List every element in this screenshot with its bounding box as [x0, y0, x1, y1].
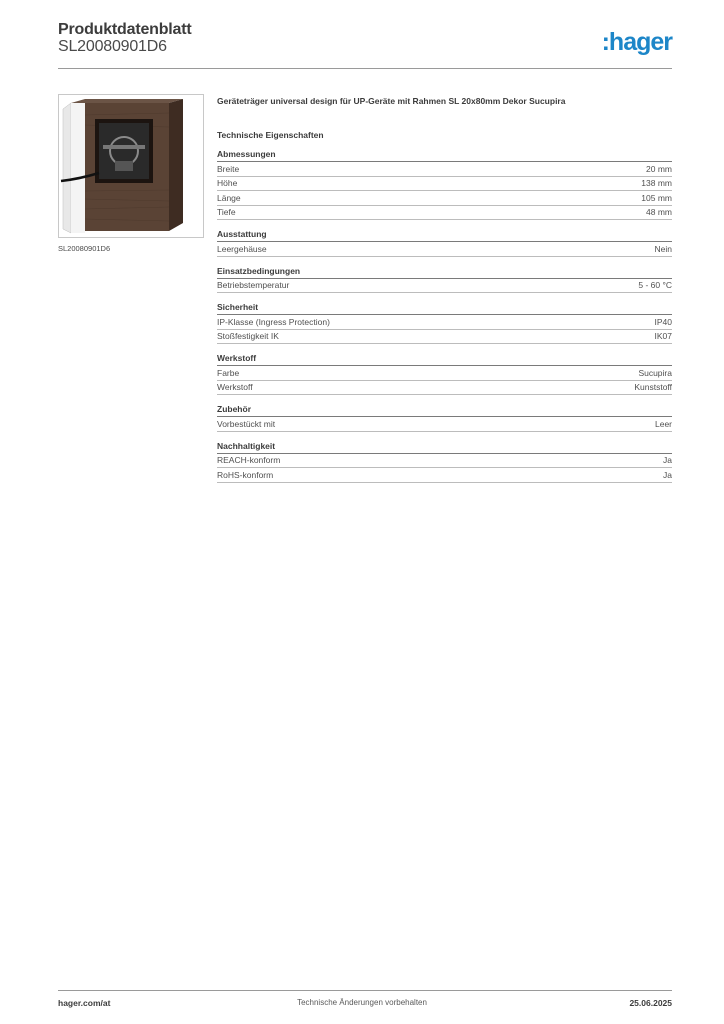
spec-value: Ja [663, 469, 672, 480]
spec-label: Werkstoff [217, 382, 253, 393]
spec-content [217, 96, 672, 492]
spec-label: REACH-konform [217, 455, 281, 466]
spec-value: Ja [663, 455, 672, 466]
spec-label: Leergehäuse [217, 243, 267, 254]
spec-row [217, 242, 672, 257]
group-title: Sicherheit [217, 302, 672, 315]
product-title: Geräteträger universal design für UP-Geräte mit Rahmen SL 20x80mm Dekor Sucupira [217, 96, 566, 106]
spec-label: Tiefe [217, 207, 236, 218]
product-code: SL20080901D6 [58, 38, 167, 55]
spec-label: IP-Klasse (Ingress Protection) [217, 316, 330, 327]
footer-divider [58, 990, 672, 991]
footer-date: 25.06.2025 [629, 998, 672, 1008]
spec-group-ausstattung [217, 229, 672, 257]
hager-logo: :hager [601, 28, 672, 56]
group-title: Abmessungen [217, 149, 672, 162]
spec-row [217, 279, 672, 294]
spec-value: Nein [654, 243, 672, 254]
spec-row [217, 315, 672, 330]
spec-group-einsatzbedingungen [217, 266, 672, 294]
spec-group-nachhaltigkeit [217, 441, 672, 483]
spec-group-abmessungen [217, 149, 672, 220]
page-title: Produktdatenblatt [58, 21, 192, 38]
spec-group-zubehoer [217, 404, 672, 432]
group-title: Werkstoff [217, 353, 672, 366]
footer-disclaimer: Technische Änderungen vorbehalten [297, 998, 427, 1007]
spec-value: 48 mm [646, 207, 672, 218]
spec-group-werkstoff [217, 353, 672, 395]
spec-row [217, 468, 672, 483]
group-title: Einsatzbedingungen [217, 266, 672, 279]
spec-label: Stoßfestigkeit IK [217, 331, 279, 342]
spec-group-sicherheit [217, 302, 672, 344]
spec-row [217, 366, 672, 381]
group-title: Nachhaltigkeit [217, 441, 672, 454]
spec-label: Vorbestückt mit [217, 418, 276, 429]
group-title: Zubehör [217, 404, 672, 417]
spec-row [217, 206, 672, 221]
spec-label: Farbe [217, 367, 240, 378]
product-photo-illustration [59, 95, 203, 237]
spec-row [217, 330, 672, 345]
spec-label: Betriebstemperatur [217, 280, 290, 291]
spec-value: IK07 [654, 331, 672, 342]
spec-value: 105 mm [641, 192, 672, 203]
footer-website-link[interactable]: hager.com/at [58, 998, 111, 1008]
spec-row [217, 162, 672, 177]
spec-value: 138 mm [641, 178, 672, 189]
image-caption: SL20080901D6 [58, 244, 111, 253]
spec-row [217, 417, 672, 432]
spec-value: 5 - 60 °C [638, 280, 672, 291]
spec-row [217, 177, 672, 192]
spec-row [217, 191, 672, 206]
spec-value: IP40 [654, 316, 672, 327]
product-image [58, 94, 204, 238]
header-divider [58, 68, 672, 69]
spec-value: Kunststoff [634, 382, 672, 393]
spec-label: Breite [217, 163, 240, 174]
spec-row [217, 454, 672, 469]
group-title: Ausstattung [217, 229, 672, 242]
spec-value: Leer [654, 418, 672, 429]
spec-row [217, 381, 672, 396]
section-heading: Technische Eigenschaften [217, 130, 324, 140]
spec-value: Sucupira [638, 367, 672, 378]
spec-label: Höhe [217, 178, 238, 189]
spec-label: RoHS-konform [217, 469, 274, 480]
spec-value: 20 mm [646, 163, 672, 174]
spec-label: Länge [217, 192, 241, 203]
